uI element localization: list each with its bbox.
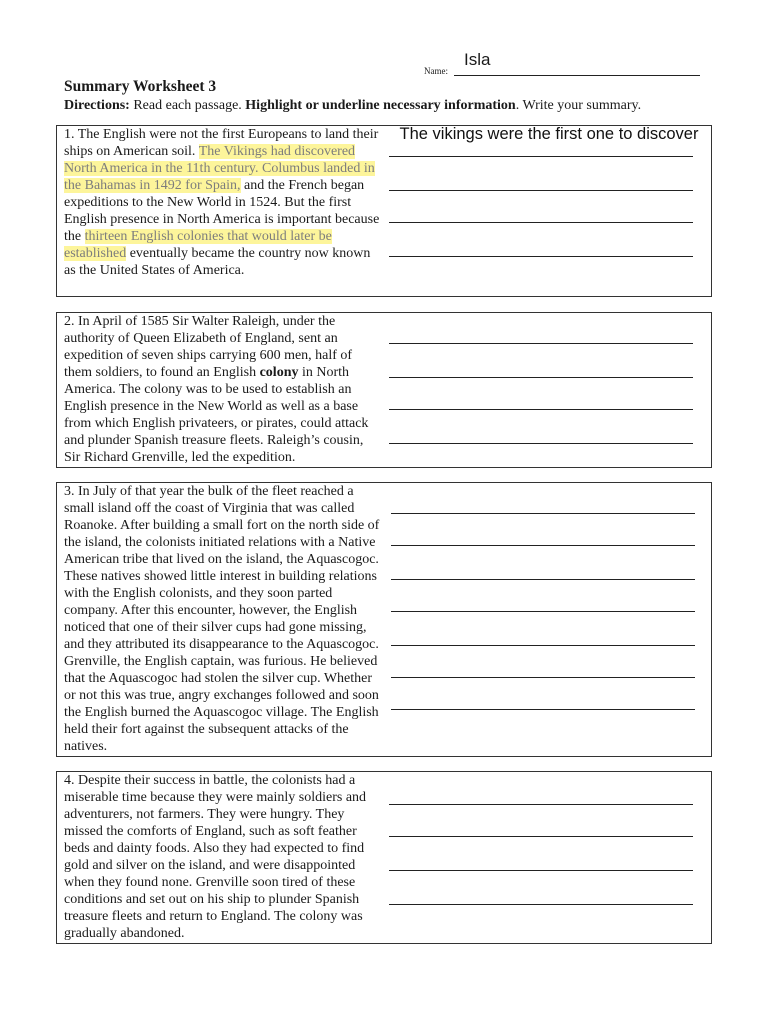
summary-line[interactable]: [391, 709, 695, 710]
highlighted-text: thirteen English colonies that would later be established: [64, 229, 332, 261]
summary-line[interactable]: [391, 645, 695, 646]
summary-line[interactable]: [389, 343, 693, 344]
summary-line[interactable]: [389, 377, 693, 378]
worksheet-title: Summary Worksheet 3: [64, 78, 217, 95]
summary-line[interactable]: [389, 190, 693, 191]
summary-line[interactable]: [389, 409, 693, 410]
passage-box-2: [56, 312, 712, 468]
summary-line[interactable]: [391, 677, 695, 678]
passage-segment: eventually became the country now known as the United States of America.: [64, 246, 371, 278]
passage-segment: 1. The English were not the first Europeans to land their ships on American soil.: [64, 127, 379, 159]
name-input-line[interactable]: [454, 75, 700, 76]
summary-line[interactable]: [389, 156, 693, 157]
summary-line[interactable]: [391, 513, 695, 514]
passage-text: [64, 313, 380, 466]
passage-text: [64, 772, 380, 942]
summary-text[interactable]: The vikings were the first one to discover: [399, 125, 699, 143]
summary-line[interactable]: [389, 804, 693, 805]
passage-box-4: [56, 771, 712, 944]
name-block: [424, 50, 704, 78]
passage-segment: 2. In April of 1585 Sir Walter Raleigh, under the authority of Queen Elizabeth of England, sent an expedition of seven ships carrying 600 men, half of them soldiers, to found an English: [64, 314, 353, 380]
highlighted-text: The Vikings had discovered North America in the 11th century. Columbus landed in the Bahamas in 1492 for Spain,: [64, 144, 375, 193]
summary-line[interactable]: [391, 545, 695, 546]
directions: [64, 98, 641, 114]
directions-text-2: . Write your summary.: [515, 98, 642, 113]
passage-segment: and the French began expeditions to the New World in 1524. But the first English presence in North America is important because the: [64, 178, 380, 244]
summary-line[interactable]: [389, 222, 693, 223]
directions-text-1: Read each passage.: [129, 98, 246, 113]
summary-line[interactable]: [389, 256, 693, 257]
directions-emphasis: Highlight or underline necessary information: [245, 98, 516, 113]
passage-box-3: [56, 482, 712, 757]
passage-segment: 4. Despite their success in battle, the colonists had a miserable time because they were mainly soldiers and adventurers, not farmers. They were hungry. They missed the comforts of England, such as soft feather beds and dainty foods. Also they had expected to find gold and silver on the island, and were disappointed when they found none. Grenville soon tired of these conditions and set out on his ship to plunder Spanish treasure fleets and return to England. The colony was gradually abandoned.: [64, 773, 367, 941]
directions-label: Directions:: [64, 98, 130, 113]
name-label: Name:: [424, 66, 448, 76]
passage-segment: in North America. The colony was to be used to establish an English presence in the New World as well as a base from which English privateers, or pirates, could attack and plunder Spanish treasure fleets. Raleigh’s cousin, Sir Richard Grenville, led the expedition.: [64, 365, 369, 465]
summary-line[interactable]: [391, 611, 695, 612]
summary-line[interactable]: [391, 579, 695, 580]
passage-text: [64, 126, 380, 279]
passage-segment: colony: [259, 365, 299, 380]
passage-text: [64, 483, 380, 755]
passage-segment: 3. In July of that year the bulk of the fleet reached a small island off the coast of Virginia that was called Roanoke. After building a small fort on the north side of the island, the colonists initiated relations with a Native American tribe that lived on the island, the Aquascogoc. These natives showed little interest in building relations with the English colonists, and they soon parted company. After this encounter, however, the English noticed that one of their silver cups had gone missing, and they attributed its disappearance to the Aquascogoc. Grenville, the English captain, was furious. He believed that the Aquascogoc had stolen the silver cup. Whether or not this was true, angry exchanges followed and soon the English burned the Aquascogoc village. The English held their fort against the subsequent attacks of the natives.: [64, 484, 380, 754]
summary-line[interactable]: [389, 904, 693, 905]
name-value[interactable]: Isla: [464, 50, 491, 69]
summary-line[interactable]: [389, 836, 693, 837]
passage-box-1: [56, 125, 712, 297]
summary-line[interactable]: [389, 443, 693, 444]
summary-line[interactable]: [389, 870, 693, 871]
